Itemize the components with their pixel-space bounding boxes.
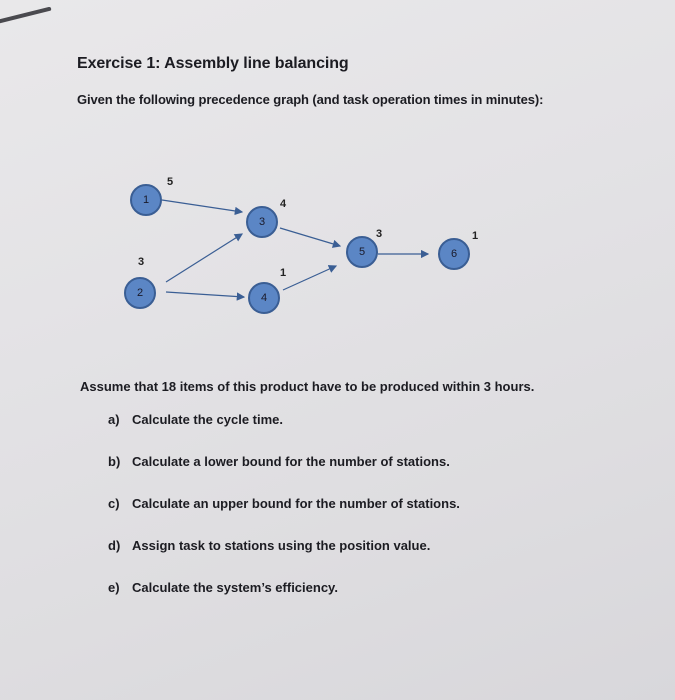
edge-3-5	[280, 228, 340, 246]
question-text: Calculate an upper bound for the number of stations.	[132, 496, 460, 511]
question-d	[108, 538, 430, 553]
question-text: Calculate a lower bound for the number of stations.	[132, 454, 450, 469]
question-label: b)	[108, 454, 121, 469]
time-node-5: 3	[376, 228, 383, 240]
question-label: c)	[108, 496, 120, 511]
question-b	[108, 454, 450, 469]
question-label: d)	[108, 538, 121, 553]
edge-4-5	[283, 266, 336, 290]
time-node-1: 5	[167, 176, 174, 188]
question-a	[108, 412, 283, 427]
question-c	[108, 496, 460, 511]
node-3: 3	[246, 206, 278, 238]
time-node-4: 1	[280, 267, 287, 279]
question-label: a)	[108, 412, 120, 427]
question-e	[108, 580, 338, 595]
edge-2-4	[166, 292, 244, 297]
question-label: e)	[108, 580, 120, 595]
question-text: Calculate the system’s efficiency.	[132, 580, 338, 595]
node-6: 6	[438, 238, 470, 270]
edge-2-3	[166, 234, 242, 282]
pen-edge	[0, 7, 52, 26]
node-2: 2	[124, 277, 156, 309]
time-node-2: 3	[138, 256, 145, 268]
time-node-6: 1	[472, 230, 479, 242]
question-text: Calculate the cycle time.	[132, 412, 284, 427]
exercise-title: Exercise 1: Assembly line balancing	[77, 55, 349, 72]
question-text: Assign task to stations using the position value.	[132, 538, 431, 553]
edge-1-3	[162, 200, 242, 212]
time-node-3: 4	[280, 198, 287, 210]
node-4: 4	[248, 282, 280, 314]
assumption-text: Assume that 18 items of this product have to be produced within 3 hours.	[80, 379, 535, 394]
node-5: 5	[346, 236, 378, 268]
precedence-graph	[120, 170, 500, 320]
node-1: 1	[130, 184, 162, 216]
intro-text: Given the following precedence graph (and task operation times in minutes):	[77, 92, 544, 107]
